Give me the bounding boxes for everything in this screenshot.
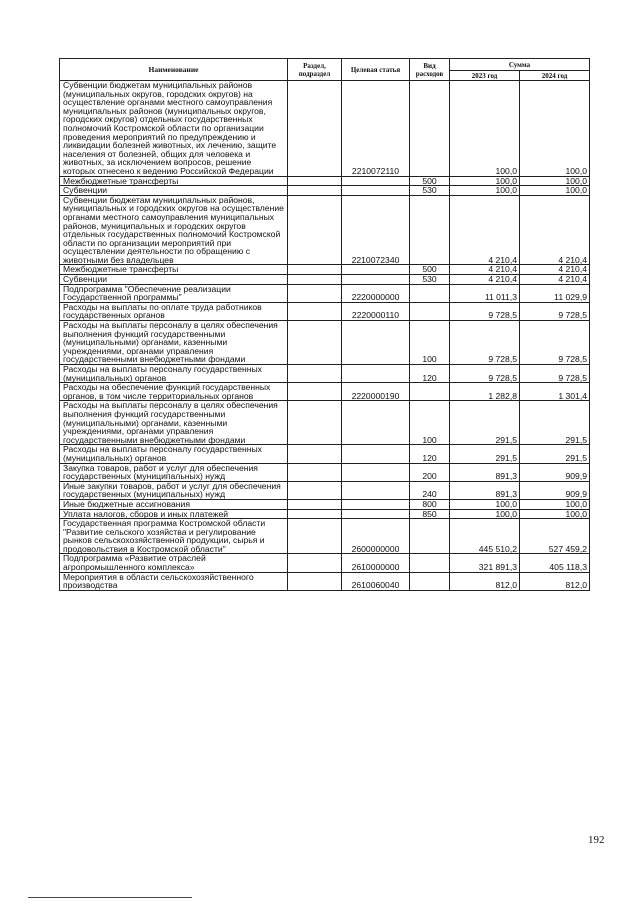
cell-sum-2024: 100,0 [520, 186, 590, 196]
cell-kind: 120 [410, 365, 450, 383]
table-row [60, 499, 590, 509]
cell-section [288, 499, 342, 509]
cell-sum-2024: 100,0 [520, 509, 590, 519]
cell-sum-2024: 9 728,5 [520, 321, 590, 365]
cell-section [288, 445, 342, 463]
cell-article [342, 463, 410, 481]
header-name: Наименование [60, 59, 288, 81]
cell-sum-2024: 11 029,9 [520, 284, 590, 302]
cell-section [288, 554, 342, 572]
cell-sum-2024: 9 728,5 [520, 365, 590, 383]
cell-kind [410, 572, 450, 590]
cell-article: 2210072340 [342, 195, 410, 265]
cell-sum-2024: 291,5 [520, 401, 590, 445]
cell-sum-2024: 405 118,3 [520, 554, 590, 572]
table-row [60, 401, 590, 445]
cell-section [288, 186, 342, 196]
cell-sum-2023: 4 210,4 [450, 195, 520, 265]
cell-kind [410, 81, 450, 177]
cell-name: Субвенции [60, 275, 288, 285]
cell-sum-2024: 812,0 [520, 572, 590, 590]
cell-name: Подпрограмма "Обеспечение реализации Государственной программы" [60, 284, 288, 302]
cell-name: Мероприятия в области сельскохозяйственного производства [60, 572, 288, 590]
cell-sum-2023: 9 728,5 [450, 365, 520, 383]
cell-section [288, 321, 342, 365]
cell-sum-2023: 4 210,4 [450, 265, 520, 275]
cell-sum-2023: 9 728,5 [450, 321, 520, 365]
cell-sum-2024: 909,9 [520, 481, 590, 499]
cell-section [288, 275, 342, 285]
cell-sum-2023: 321 891,3 [450, 554, 520, 572]
cell-kind: 100 [410, 321, 450, 365]
cell-kind: 500 [410, 176, 450, 186]
cell-section [288, 481, 342, 499]
cell-sum-2023: 100,0 [450, 186, 520, 196]
cell-sum-2023: 812,0 [450, 572, 520, 590]
cell-sum-2024: 100,0 [520, 176, 590, 186]
cell-kind: 530 [410, 275, 450, 285]
cell-kind [410, 383, 450, 401]
cell-article: 2210072110 [342, 81, 410, 177]
cell-name: Уплата налогов, сборов и иных платежей [60, 509, 288, 519]
cell-kind: 800 [410, 499, 450, 509]
budget-table-sheet [59, 58, 589, 591]
cell-section [288, 509, 342, 519]
table-row [60, 275, 590, 285]
cell-section [288, 519, 342, 554]
header-kind: Вид расходов [410, 59, 450, 81]
cell-kind: 850 [410, 509, 450, 519]
cell-section [288, 463, 342, 481]
table-header [60, 59, 590, 81]
cell-name: Расходы на выплаты по оплате труда работников государственных органов [60, 302, 288, 320]
cell-article [342, 186, 410, 196]
cell-sum-2024: 1 301,4 [520, 383, 590, 401]
cell-sum-2024: 527 459,2 [520, 519, 590, 554]
cell-section [288, 383, 342, 401]
cell-kind: 200 [410, 463, 450, 481]
cell-section [288, 284, 342, 302]
cell-kind [410, 195, 450, 265]
cell-sum-2024: 4 210,4 [520, 275, 590, 285]
cell-article [342, 445, 410, 463]
footnote-separator [28, 897, 192, 898]
cell-name: Подпрограмма «Развитие отраслей агропромышленного комплекса» [60, 554, 288, 572]
table-row [60, 195, 590, 265]
cell-kind [410, 554, 450, 572]
cell-article [342, 275, 410, 285]
header-year-2023: 2023 год [450, 71, 520, 81]
table-row [60, 519, 590, 554]
cell-sum-2023: 4 210,4 [450, 275, 520, 285]
cell-sum-2023: 1 282,8 [450, 383, 520, 401]
table-row [60, 81, 590, 177]
cell-sum-2024: 909,9 [520, 463, 590, 481]
cell-name: Субвенции [60, 186, 288, 196]
cell-sum-2023: 9 728,5 [450, 302, 520, 320]
cell-name: Иные закупки товаров, работ и услуг для обеспечения государственных (муниципальных) нужд [60, 481, 288, 499]
cell-name: Субвенции бюджетам муниципальных районов, муниципальных и городских округов на осуществление органами местного самоуправления муниципальных районов, муниципальных и городских округов отдельных государственных полномочий Костромской области по организации мероприятий при осуществлении деятельности по обращению с животными без владельцев [60, 195, 288, 265]
cell-kind: 530 [410, 186, 450, 196]
cell-sum-2023: 100,0 [450, 499, 520, 509]
cell-section [288, 81, 342, 177]
cell-sum-2023: 11 011,3 [450, 284, 520, 302]
cell-sum-2024: 4 210,4 [520, 195, 590, 265]
cell-article: 2220000110 [342, 302, 410, 320]
cell-article [342, 365, 410, 383]
cell-kind: 240 [410, 481, 450, 499]
table-row [60, 481, 590, 499]
cell-article [342, 176, 410, 186]
table-row [60, 463, 590, 481]
cell-article: 2600000000 [342, 519, 410, 554]
table-row [60, 186, 590, 196]
cell-article: 2220000000 [342, 284, 410, 302]
cell-name: Иные бюджетные ассигнования [60, 499, 288, 509]
table-row [60, 554, 590, 572]
cell-name: Закупка товаров, работ и услуг для обеспечения государственных (муниципальных) нужд [60, 463, 288, 481]
cell-sum-2023: 291,5 [450, 445, 520, 463]
cell-article [342, 481, 410, 499]
budget-table [59, 58, 590, 591]
cell-kind [410, 302, 450, 320]
cell-section [288, 195, 342, 265]
cell-section [288, 302, 342, 320]
cell-sum-2024: 100,0 [520, 81, 590, 177]
cell-kind [410, 284, 450, 302]
cell-article [342, 509, 410, 519]
cell-sum-2023: 100,0 [450, 81, 520, 177]
cell-article: 2610000000 [342, 554, 410, 572]
cell-kind [410, 519, 450, 554]
cell-sum-2024: 4 210,4 [520, 265, 590, 275]
cell-section [288, 365, 342, 383]
header-year-2024: 2024 год [520, 71, 590, 81]
table-row [60, 365, 590, 383]
cell-article [342, 265, 410, 275]
table-row [60, 445, 590, 463]
cell-name: Субвенции бюджетам муниципальных районов (муниципальных округов, городских округов) на осуществление органами местного самоуправления муниципальных районов (муниципальных округов, городских округов) отдельных государственных полномочий Костромской области по организации проведения мероприятий по предупреждению и ликвидации болезней животных, их лечению, защите населения от болезней, общих для человека и животных, за исключением вопросов, решение которых отнесено к ведению Российской Федерации [60, 81, 288, 177]
cell-sum-2023: 100,0 [450, 509, 520, 519]
cell-section [288, 572, 342, 590]
cell-article [342, 499, 410, 509]
cell-name: Государственная программа Костромской области "Развитие сельского хозяйства и регулирование рынков сельскохозяйственной продукции, сырья и продовольствия в Костромской области" [60, 519, 288, 554]
cell-name: Межбюджетные трансферты [60, 176, 288, 186]
table-row [60, 572, 590, 590]
cell-section [288, 265, 342, 275]
header-section: Раздел, подраздел [288, 59, 342, 81]
cell-article [342, 321, 410, 365]
cell-name: Расходы на обеспечение функций государственных органов, в том числе территориальных органов [60, 383, 288, 401]
cell-sum-2023: 100,0 [450, 176, 520, 186]
page-number: 192 [588, 834, 605, 846]
cell-article: 2220000190 [342, 383, 410, 401]
table-row [60, 302, 590, 320]
table-row [60, 321, 590, 365]
cell-sum-2024: 100,0 [520, 499, 590, 509]
table-row [60, 284, 590, 302]
cell-kind: 100 [410, 401, 450, 445]
header-article: Целевая статья [342, 59, 410, 81]
cell-sum-2023: 891,3 [450, 481, 520, 499]
cell-name: Расходы на выплаты персоналу в целях обеспечения выполнения функций государственными (муниципальными) органами, казенными учреждениями, органами управления государственными внебюджетными фондами [60, 321, 288, 365]
cell-sum-2024: 291,5 [520, 445, 590, 463]
table-body [60, 81, 590, 591]
cell-name: Расходы на выплаты персоналу государственных (муниципальных) органов [60, 445, 288, 463]
cell-section [288, 176, 342, 186]
cell-sum-2023: 291,5 [450, 401, 520, 445]
cell-kind: 500 [410, 265, 450, 275]
cell-section [288, 401, 342, 445]
cell-article: 2610060040 [342, 572, 410, 590]
cell-kind: 120 [410, 445, 450, 463]
cell-sum-2024: 9 728,5 [520, 302, 590, 320]
cell-name: Расходы на выплаты персоналу в целях обеспечения выполнения функций государственными (муниципальными) органами, казенными учреждениями, органами управления государственными внебюджетными фондами [60, 401, 288, 445]
table-row [60, 383, 590, 401]
cell-sum-2023: 891,3 [450, 463, 520, 481]
cell-sum-2023: 445 510,2 [450, 519, 520, 554]
cell-name: Межбюджетные трансферты [60, 265, 288, 275]
cell-name: Расходы на выплаты персоналу государственных (муниципальных) органов [60, 365, 288, 383]
cell-article [342, 401, 410, 445]
header-sum: Сумма [450, 59, 590, 71]
